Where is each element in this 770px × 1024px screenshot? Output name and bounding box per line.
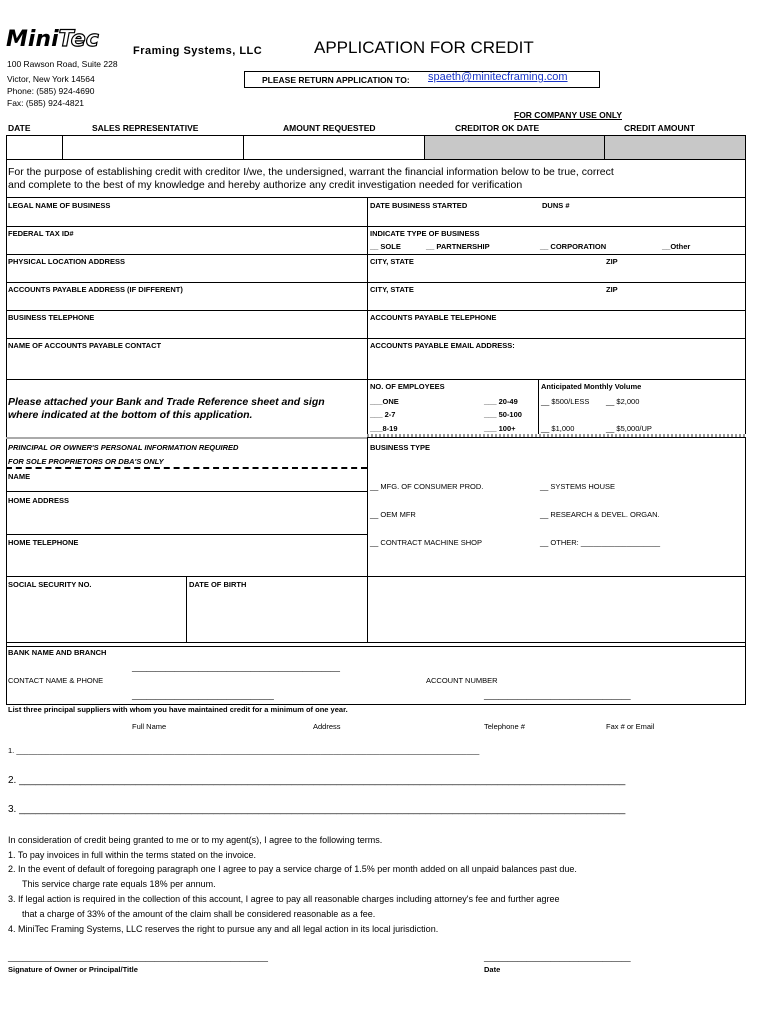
terms-intro: In consideration of credit being granted to me or to my agent(s), I agree to the following terms. [8,835,383,845]
term-4: 4. MiniTec Framing Systems, LLC reserves the right to pursue any and all legal action in its local jurisdiction. [8,924,439,934]
supplier-fax-header: Fax # or Email [606,722,655,731]
term-1: 1. To pay invoices in full within the terms stated on the invoice. [8,850,256,860]
principal-heading-2: FOR SOLE PROPRIETORS OR DBA'S ONLY [8,457,164,466]
ap-telephone-label: ACCOUNTS PAYABLE TELEPHONE [370,313,497,322]
company-use-label: FOR COMPANY USE ONLY [514,110,622,120]
bank-name-label: BANK NAME AND BRANCH [8,648,107,657]
creditor-ok-date-box [424,135,605,160]
signature-line[interactable]: _______________________________________________________ [8,952,269,962]
date-label: DATE [8,123,31,133]
legal-name-label: LEGAL NAME OF BUSINESS [8,201,111,210]
bank-name-line[interactable]: ____________________________________________ [132,662,341,672]
company-name: Framing Systems, LLC [133,45,263,57]
mfg-checkbox[interactable]: __ MFG. OF CONSUMER PROD. [370,482,484,491]
volume-5000-checkbox[interactable]: __ $5,000/UP [606,424,652,433]
business-type-label: BUSINESS TYPE [370,443,431,452]
other-business-checkbox[interactable]: __ OTHER: ___________________ [540,538,661,547]
emp-100-plus-checkbox[interactable]: ___ 100+ [484,424,516,433]
signature-label: Signature of Owner or Principal/Title [8,965,138,974]
indicate-type-label: INDICATE TYPE OF BUSINESS [370,229,480,238]
home-telephone-label: HOME TELEPHONE [8,538,79,547]
emp-2-7-checkbox[interactable]: ___ 2-7 [370,410,396,419]
supplier-telephone-header: Telephone # [484,722,525,731]
amount-requested-input[interactable] [243,135,425,160]
account-number-label: ACCOUNT NUMBER [426,676,498,685]
sole-checkbox[interactable]: __ SOLE [370,242,401,251]
volume-1000-checkbox[interactable]: __ $1,000 [541,424,575,433]
emp-8-19-checkbox[interactable]: ___8-19 [370,424,398,433]
supplier-address-header: Address [313,722,341,731]
creditor-ok-label: CREDITOR OK DATE [455,123,540,133]
intro-text-2: and complete to the best of my knowledge and hereby authorize any credit investigation needed for verification [8,179,523,191]
ap-address-label: ACCOUNTS PAYABLE ADDRESS (IF DIFFERENT) [8,285,183,294]
logo [6,27,99,52]
principal-heading-1: PRINCIPAL OR OWNER'S PERSONAL INFORMATION REQUIRED [8,443,239,452]
term-2: 2. In the event of default of foregoing paragraph one I agree to pay a service charge of 1.5% per month added on all unpaid balances past due. [8,864,577,874]
return-label: PLEASE RETURN APPLICATION TO: [262,75,410,85]
date-input[interactable] [6,135,63,160]
other-type-checkbox[interactable]: __Other [662,242,691,251]
term-2b: This service charge rate equals 18% per annum. [22,879,216,889]
home-address-label: HOME ADDRESS [8,496,69,505]
date-sign-label: Date [484,965,501,974]
city-state-2-label: CITY, STATE [370,285,414,294]
date-started-label: DATE BUSINESS STARTED [370,201,468,210]
sales-rep-input[interactable] [62,135,244,160]
oem-checkbox[interactable]: __ OEM MFR [370,510,416,519]
monthly-volume-label: Anticipated Monthly Volume [541,382,642,391]
date-sign-line[interactable]: _______________________________ [484,952,631,962]
zip-1-label: ZIP [606,257,618,266]
systems-house-checkbox[interactable]: __ SYSTEMS HOUSE [540,482,616,491]
ap-contact-label: NAME OF ACCOUNTS PAYABLE CONTACT [8,341,162,350]
company-address-1: 100 Rawson Road, Suite 228 [7,59,118,69]
intro-text-1: For the purpose of establishing credit with creditor I/we, the undersigned, warrant the financial information below to be true, correct [8,166,614,178]
physical-address-label: PHYSICAL LOCATION ADDRESS [8,257,125,266]
term-3b: that a charge of 33% of the amount of the claim shall be considered reasonable as a fee. [22,909,376,919]
no-employees-label: NO. OF EMPLOYEES [370,382,445,391]
supplier-full-name-header: Full Name [132,722,167,731]
credit-amount-box [604,135,746,160]
emp-50-100-checkbox[interactable]: ___ 50-100 [484,410,522,419]
contact-name-line[interactable]: ______________________________ [132,690,274,700]
credit-amount-label: CREDIT AMOUNT [624,123,695,133]
dob-label: DATE OF BIRTH [189,580,247,589]
tax-id-label: FEDERAL TAX ID# [8,229,74,238]
ssn-label: SOCIAL SECURITY NO. [8,580,92,589]
emp-20-49-checkbox[interactable]: ___ 20-49 [484,397,518,406]
volume-500-checkbox[interactable]: __ $500/LESS [541,397,590,406]
reference-note-2: where indicated at the bottom of this application. [8,409,253,421]
page-title: APPLICATION FOR CREDIT [314,38,534,57]
account-number-line[interactable]: _______________________________ [484,690,631,700]
supplier-line-3[interactable]: 3. _____________________________________________________________________________________________________________ [8,804,626,815]
volume-2000-checkbox[interactable]: __ $2,000 [606,397,640,406]
duns-label: DUNS # [542,201,570,210]
sales-rep-label: SALES REPRESENTATIVE [92,123,199,133]
supplier-line-2[interactable]: 2. _____________________________________________________________________________________________________________ [8,775,626,786]
supplier-line-1[interactable]: 1. _______________________________________________________________________________________________________________ [8,746,480,755]
principal-divider [6,467,367,469]
city-state-1-label: CITY, STATE [370,257,414,266]
ap-email-label: ACCOUNTS PAYABLE EMAIL ADDRESS: [370,341,515,350]
research-checkbox[interactable]: __ RESEARCH & DEVEL. ORGAN. [540,510,660,519]
corporation-checkbox[interactable]: __ CORPORATION [540,242,607,251]
emp-one-checkbox[interactable]: ___ONE [370,397,399,406]
return-email-link[interactable]: spaeth@minitecframing.com [428,71,568,83]
amount-requested-label: AMOUNT REQUESTED [283,123,376,133]
company-fax: Fax: (585) 924-4821 [7,98,85,108]
contract-shop-checkbox[interactable]: __ CONTRACT MACHINE SHOP [370,538,482,547]
principal-name-label: NAME [8,472,31,481]
term-3: 3. If legal action is required in the collection of this account, I agree to pay all reasonable charges including attorney's fee and further agree [8,894,560,904]
contact-name-label: CONTACT NAME & PHONE [8,676,104,685]
zip-2-label: ZIP [606,285,618,294]
company-address-2: Victor, New York 14564 [7,74,95,84]
business-telephone-label: BUSINESS TELEPHONE [8,313,95,322]
partnership-checkbox[interactable]: __ PARTNERSHIP [426,242,490,251]
suppliers-heading: List three principal suppliers with whom you have maintained credit for a minimum of one year. [8,705,348,714]
company-phone: Phone: (585) 924-4690 [7,86,95,96]
logo-part1: Mini [6,27,59,52]
reference-note-1: Please attached your Bank and Trade Reference sheet and sign [8,396,325,408]
logo-part2: Tec [58,27,99,52]
